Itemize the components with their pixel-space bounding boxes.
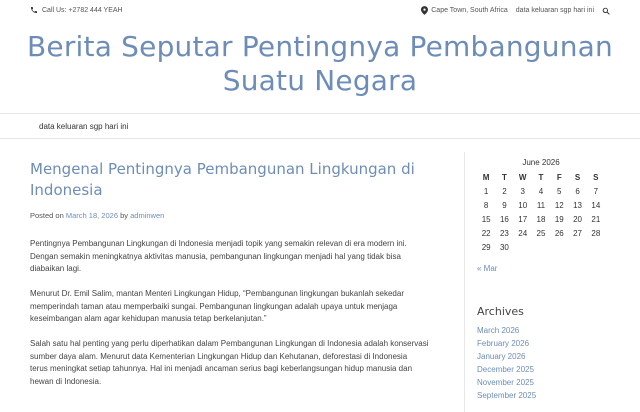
paragraph-line: Pentingnya Pembangunan Lingkungan di Indonesia menjadi topik yang semakin relevan di era modern ini. (30, 239, 407, 248)
calendar-day: 25 (536, 228, 546, 238)
top-right (421, 6, 610, 15)
author-link[interactable]: adminwen (130, 211, 165, 220)
calendar-caption: June 2026 (522, 158, 560, 167)
contact-info (30, 6, 123, 14)
calendar-day: 29 (481, 242, 491, 252)
calendar-prev-link[interactable]: « Mar (477, 264, 498, 273)
calendar-day: 22 (481, 228, 491, 238)
paragraph-line: diabaikan lagi. (30, 264, 82, 273)
calendar-day: 8 (483, 200, 489, 210)
top-bar (0, 0, 640, 20)
nav-item[interactable]: data keluaran sgp hari ini (39, 122, 129, 131)
paragraph (30, 288, 450, 326)
calendar-table (477, 171, 605, 254)
location-text: Cape Town, South Africa (431, 7, 508, 14)
calendar-day: 1 (483, 186, 489, 196)
phone-icon (30, 6, 38, 14)
calendar-day: 10 (518, 200, 528, 210)
weekday-header: M (482, 173, 490, 182)
paragraph-line: memperindah taman atau memperbaiki sungai. Pembangunan lingkungan adalah upaya untuk menjaga (30, 301, 398, 311)
nav-divider-top (0, 113, 640, 114)
calendar-day: 4 (538, 186, 544, 196)
phone-text: Call Us: +2782 444 YEAH (42, 6, 123, 14)
paragraph-line: terus meningkat setiap tahunnya. Hal ini menjadi ancaman serius bagi keberlangsungan hidup manusia dan (30, 364, 413, 373)
weekday-header: S (593, 173, 599, 182)
calendar-day (550, 240, 568, 254)
calendar-day: 15 (481, 214, 491, 224)
paragraph-line: hewan di Indonesia. (30, 376, 102, 386)
post-title-line2[interactable]: Indonesia (30, 181, 103, 199)
paragraph-line: Salah satu hal penting yang perlu diperhatikan dalam Pembangunan Lingkungan di Indonesia adalah konservasi (30, 339, 429, 348)
calendar-day: 5 (557, 186, 562, 196)
calendar-day: 12 (554, 200, 564, 210)
weekday-header: F (556, 173, 562, 182)
archive-link[interactable]: December 2025 (477, 365, 534, 374)
calendar-day: 13 (573, 200, 582, 210)
paragraph-line: Dengan semakin meningkatnya aktivitas manusia, pembangunan lingkungan menjadi hal yang tidak bisa (30, 251, 401, 261)
weekday-header: T (501, 173, 507, 182)
post-title[interactable] (30, 159, 430, 201)
location (421, 6, 508, 15)
calendar-widget (477, 158, 605, 273)
post-title-line1[interactable]: Mengenal Pentingnya Pembangunan Lingkungan di (30, 160, 415, 178)
map-pin-icon (421, 6, 428, 15)
calendar-day: 19 (554, 214, 564, 224)
archive-link[interactable]: February 2026 (477, 339, 530, 348)
paragraph-line: sumber daya alam. Menurut data Kementerian Lingkungan Hidup dan Kehutanan, deforestasi di Indonesia (30, 351, 408, 361)
calendar-day: 11 (536, 200, 546, 210)
posted-on-label: Posted on (30, 211, 64, 220)
site-title[interactable] (0, 30, 640, 98)
post-date-link[interactable]: March 18, 2026 (65, 211, 118, 220)
nav-divider-bottom (0, 138, 640, 139)
archive-link[interactable]: March 2026 (477, 326, 520, 335)
calendar-day: 24 (518, 228, 528, 238)
calendar-day: 2 (502, 186, 507, 196)
archive-link[interactable]: September 2025 (477, 391, 537, 400)
calendar-day: 6 (575, 186, 580, 196)
paragraph (30, 338, 450, 388)
paragraph-line: Menurut Dr. Emil Salim, mantan Menteri Lingkungan Hidup, “Pembangunan lingkungan bukanlah sekedar (30, 289, 404, 298)
calendar-day: 3 (520, 186, 525, 196)
paragraph-line: keseimbangan alam agar kehidupan manusia tetap berkelanjutan.” (30, 314, 267, 323)
paragraph (30, 238, 450, 276)
post-content (30, 238, 450, 401)
top-link[interactable]: data keluaran sgp hari ini (515, 7, 594, 14)
by-label: by (120, 211, 129, 220)
calendar-day: 16 (499, 214, 509, 224)
calendar-day: 30 (499, 242, 509, 252)
site-title-line2[interactable]: Suatu Negara (222, 64, 418, 97)
calendar-day: 17 (518, 214, 528, 224)
weekday-header: S (574, 173, 581, 182)
search-icon[interactable] (602, 7, 610, 15)
calendar-day: 23 (499, 228, 509, 238)
calendar-day: 26 (554, 228, 564, 238)
archive-link[interactable]: January 2026 (477, 352, 526, 361)
calendar-day: 21 (591, 214, 601, 224)
calendar-day: 14 (591, 200, 601, 210)
calendar-day (568, 240, 586, 254)
calendar-day: 27 (573, 228, 582, 238)
archives-list (477, 324, 536, 402)
site-title-line1[interactable]: Berita Seputar Pentingnya Pembangunan (27, 30, 613, 63)
post-meta (30, 211, 164, 220)
weekday-header: W (518, 173, 527, 182)
calendar-day: 18 (536, 214, 546, 224)
archive-link[interactable]: November 2025 (477, 378, 534, 387)
calendar-day (587, 240, 605, 254)
calendar-day: 7 (593, 186, 599, 196)
calendar-day: 28 (591, 228, 601, 238)
weekday-header: T (538, 173, 544, 182)
sidebar-divider (464, 152, 465, 412)
calendar-day (532, 240, 550, 254)
calendar-day (514, 240, 532, 254)
calendar-day: 20 (573, 214, 582, 224)
calendar-day: 9 (502, 200, 507, 210)
archives-heading: Archives (477, 305, 524, 318)
